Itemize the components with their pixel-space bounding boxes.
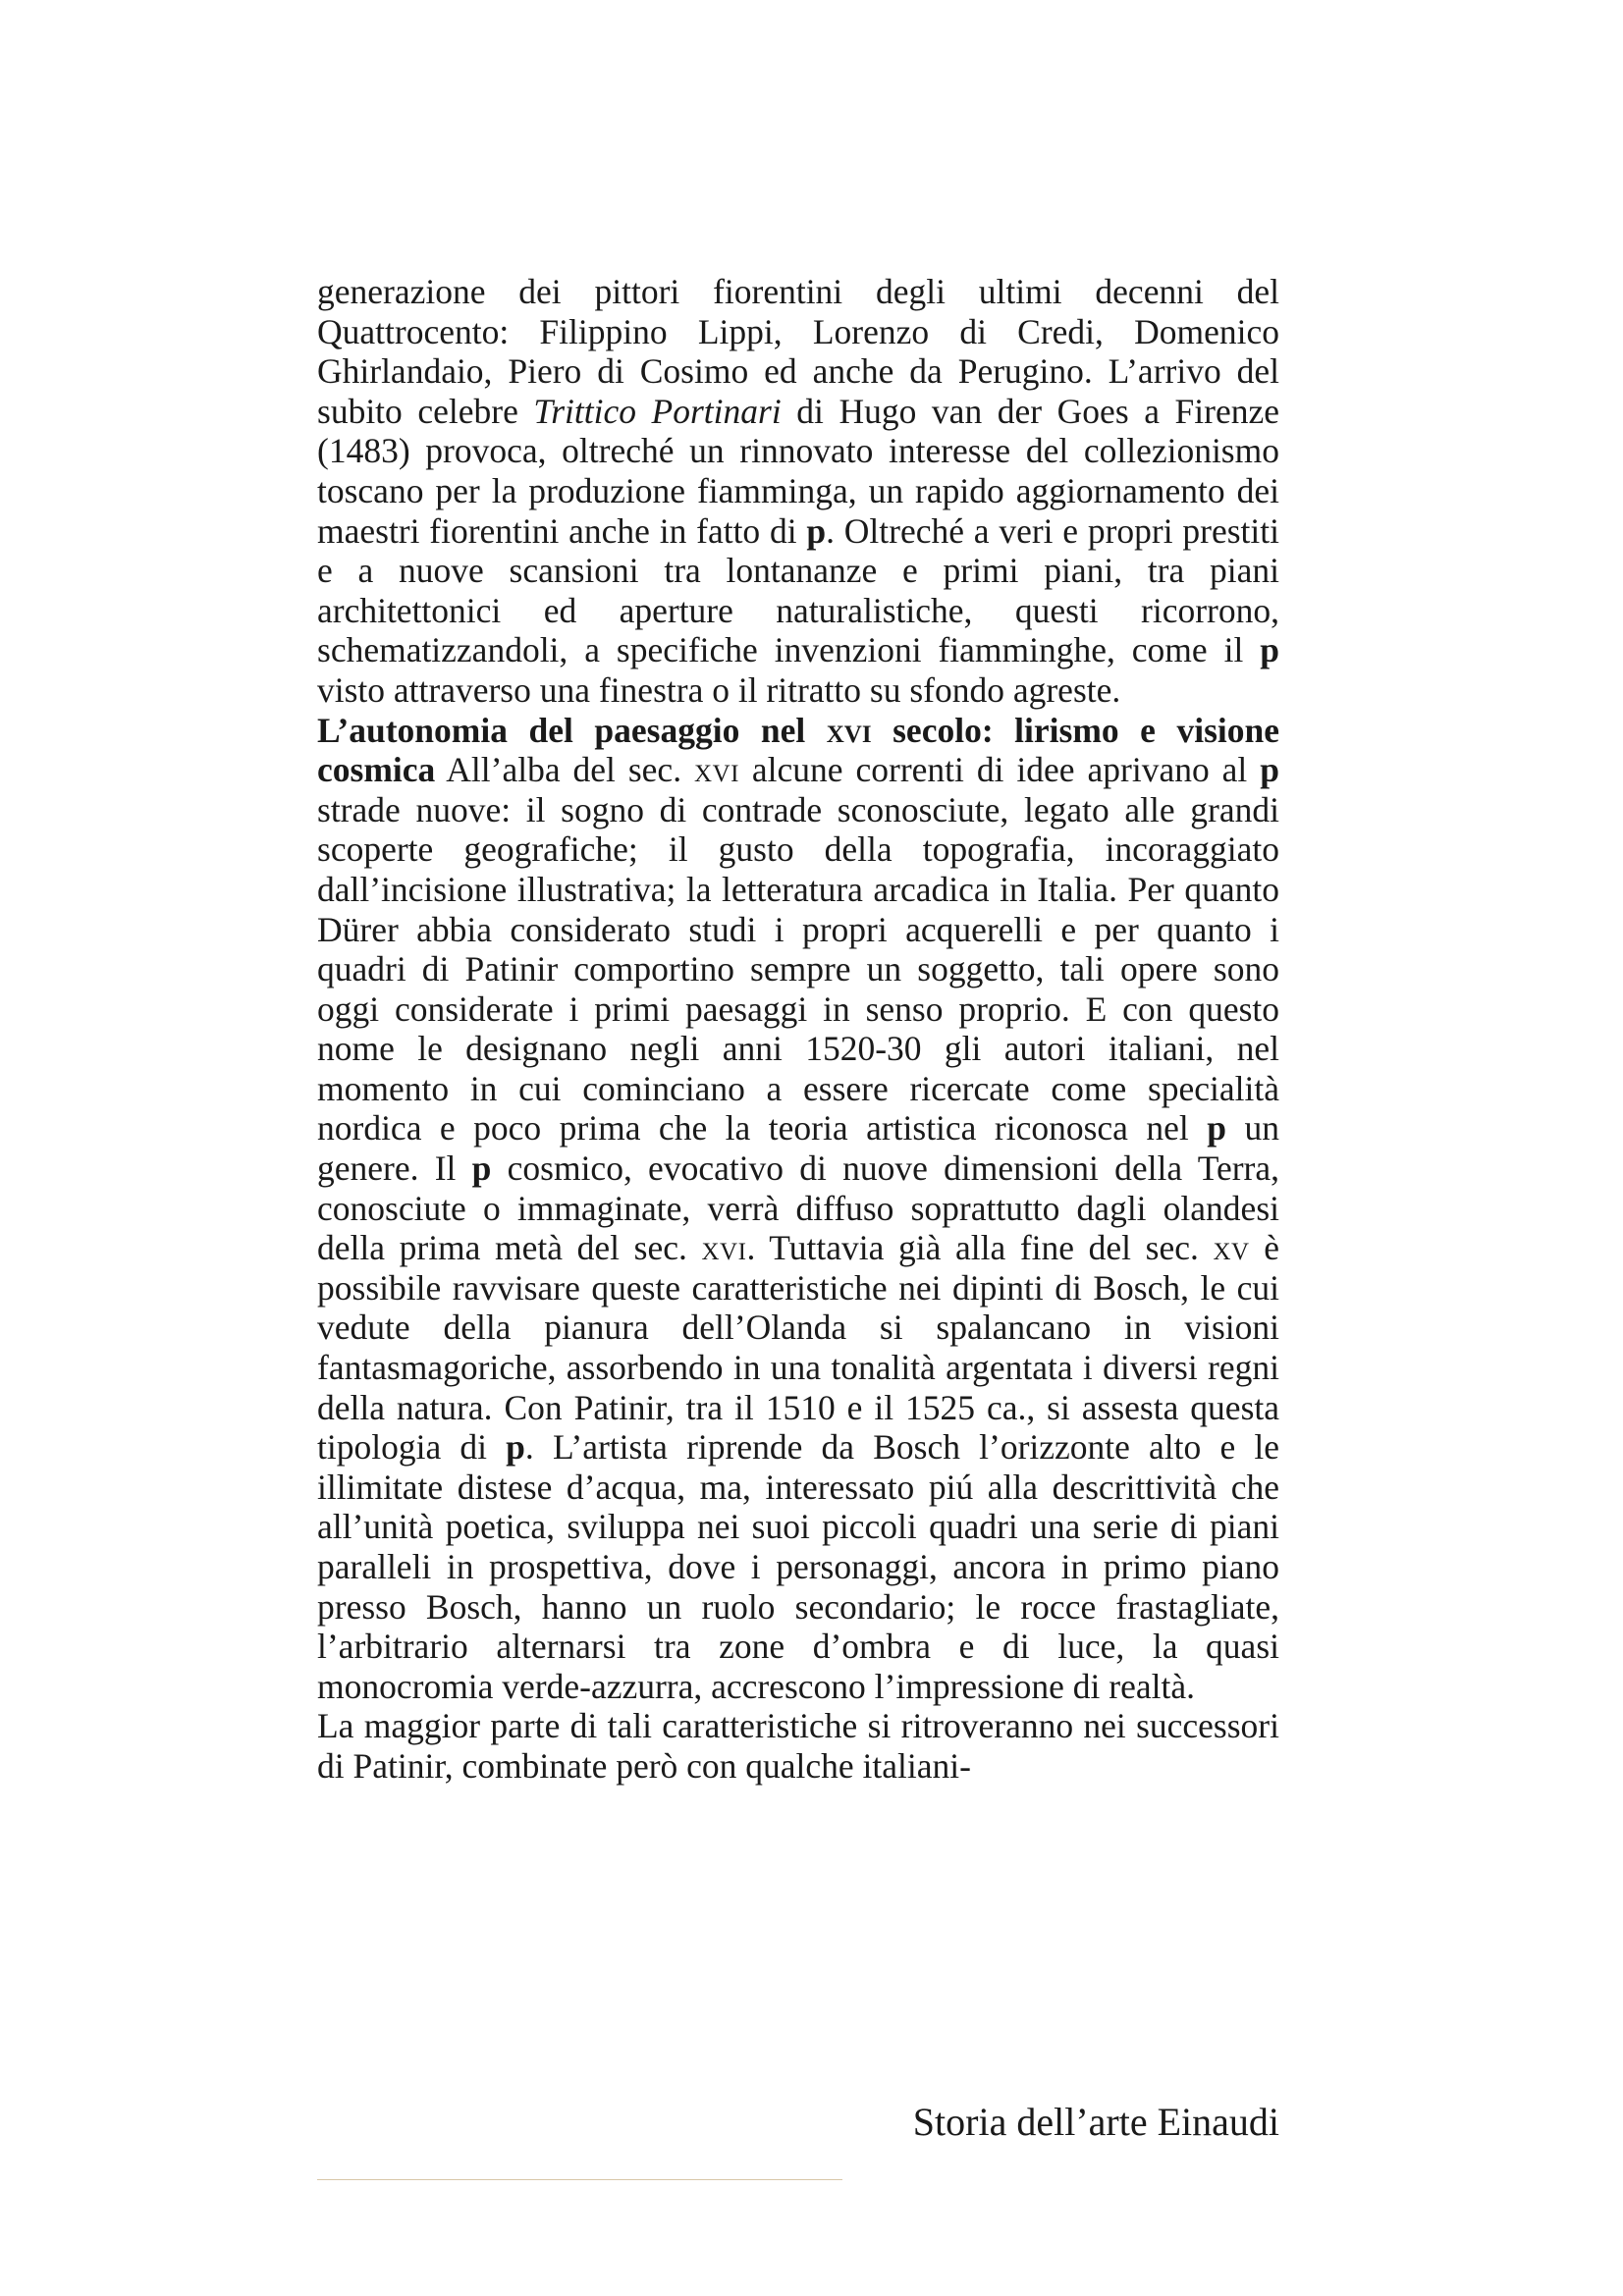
- text-span: visto attraverso una finestra o il ritratto su sfondo agreste.: [317, 669, 1121, 710]
- abbrev-p: p: [1260, 630, 1279, 670]
- century-numeral: xvi: [826, 710, 872, 750]
- abbrev-p: p: [506, 1427, 525, 1468]
- text-span: alcune correnti di idee aprivano al: [738, 750, 1261, 790]
- page-footer: [317, 2101, 1279, 2160]
- text-span: un genere. Il: [317, 1108, 1279, 1189]
- footer-title: Storia dell’arte Einaudi: [912, 2100, 1279, 2144]
- text-span: è possibile ravvisare queste caratteristiche nei dipinti di Bosch, le cui vedute della pianura dell’Olanda si spalancano in visioni fantasmagoriche, assorbendo in una tonalità argentata i diversi regni della natura. Con Patinir, tra il 1510 e il 1525 ca., si assesta questa tipologia di: [317, 1228, 1279, 1468]
- text-span: . L’artista riprende da Bosch l’orizzonte alto e le illimitate distese d’acqua, ma, interessato piú alla descrittività che all’unità poetica, sviluppa nei suoi piccoli quadri una serie di piani paralleli in prospettiva, dove i personaggi, ancora in primo piano presso Bosch, hanno un ruolo secondario; le rocce frastagliate, l’arbitrario alternarsi tra zone d’ombra e di luce, la quasi monocromia verde-azzurra, accrescono l’impressione di realtà.: [317, 1427, 1279, 1706]
- paragraph-1: [317, 272, 1279, 711]
- artwork-title: Trittico Portinari: [533, 391, 782, 431]
- heading-part: secolo: lirismo e visione cosmica: [317, 710, 1279, 790]
- abbrev-p: p: [806, 510, 827, 551]
- abbrev-p: p: [471, 1148, 492, 1189]
- footer-rule: [317, 2179, 842, 2180]
- century-numeral: xvi: [701, 1228, 747, 1268]
- text-span: strade nuove: il sogno di contrade sconosciute, legato alle grandi scoperte geografiche; il gusto della topografia, incoraggiato dall’incisione illustrativa; la letteratura arcadica in Italia. Per quanto Dürer abbia considerato studi i propri acquerelli e per quanto i quadri di Patinir comportino sempre un soggetto, tali opere sono oggi considerate i primi paesaggi in senso proprio. E con questo nome le designano negli anni 1520-30 gli autori italiani, nel momento in cui cominciano a essere ricercate come specialità nordica e poco prima che la teoria artistica riconosca nel: [317, 789, 1279, 1148]
- text-span: All’alba del sec.: [435, 750, 695, 790]
- heading-part: L’autonomia del paesaggio nel: [317, 710, 827, 750]
- century-numeral: xvi: [694, 750, 739, 790]
- century-numeral: xv: [1213, 1228, 1250, 1268]
- text-span: cosmico, evocativo di nuove dimensioni della Terra, conosciute o immaginate, verrà diffuso soprattutto dagli olandesi della prima metà del sec.: [317, 1148, 1279, 1268]
- text-span: . Tuttavia già alla fine del sec.: [746, 1228, 1214, 1268]
- abbrev-p: p: [1260, 750, 1279, 790]
- paragraph-3: [317, 1706, 1279, 1786]
- text-span: di Hugo van der Goes a Firenze (1483) provoca, oltreché un rinnovato interesse del collezionismo toscano per la produzione fiamminga, un rapido aggiornamento dei maestri fiorentini anche in fatto di: [317, 391, 1279, 551]
- text-span: generazione dei pittori fiorentini degli ultimi decenni del Quattrocento: Filippino Lippi, Lorenzo di Credi, Domenico Ghirlandaio, Piero di Cosimo ed anche da Perugino. L’arrivo del subito celebre: [317, 272, 1279, 431]
- paragraph-2: [317, 711, 1279, 1707]
- text-span: . Oltreché a veri e propri prestiti e a nuove scansioni tra lontananze e primi piani, tra piani architettonici ed aperture naturalistiche, questi ricorrono, schematizzandoli, a specifiche invenzioni fiamminghe, come il: [317, 510, 1279, 670]
- abbrev-p: p: [1207, 1108, 1227, 1148]
- body-text: [317, 272, 1279, 1787]
- text-span: La maggior parte di tali caratteristiche si ritroveranno nei successori di Patinir, combinate però con qualche italiani-: [317, 1706, 1279, 1786]
